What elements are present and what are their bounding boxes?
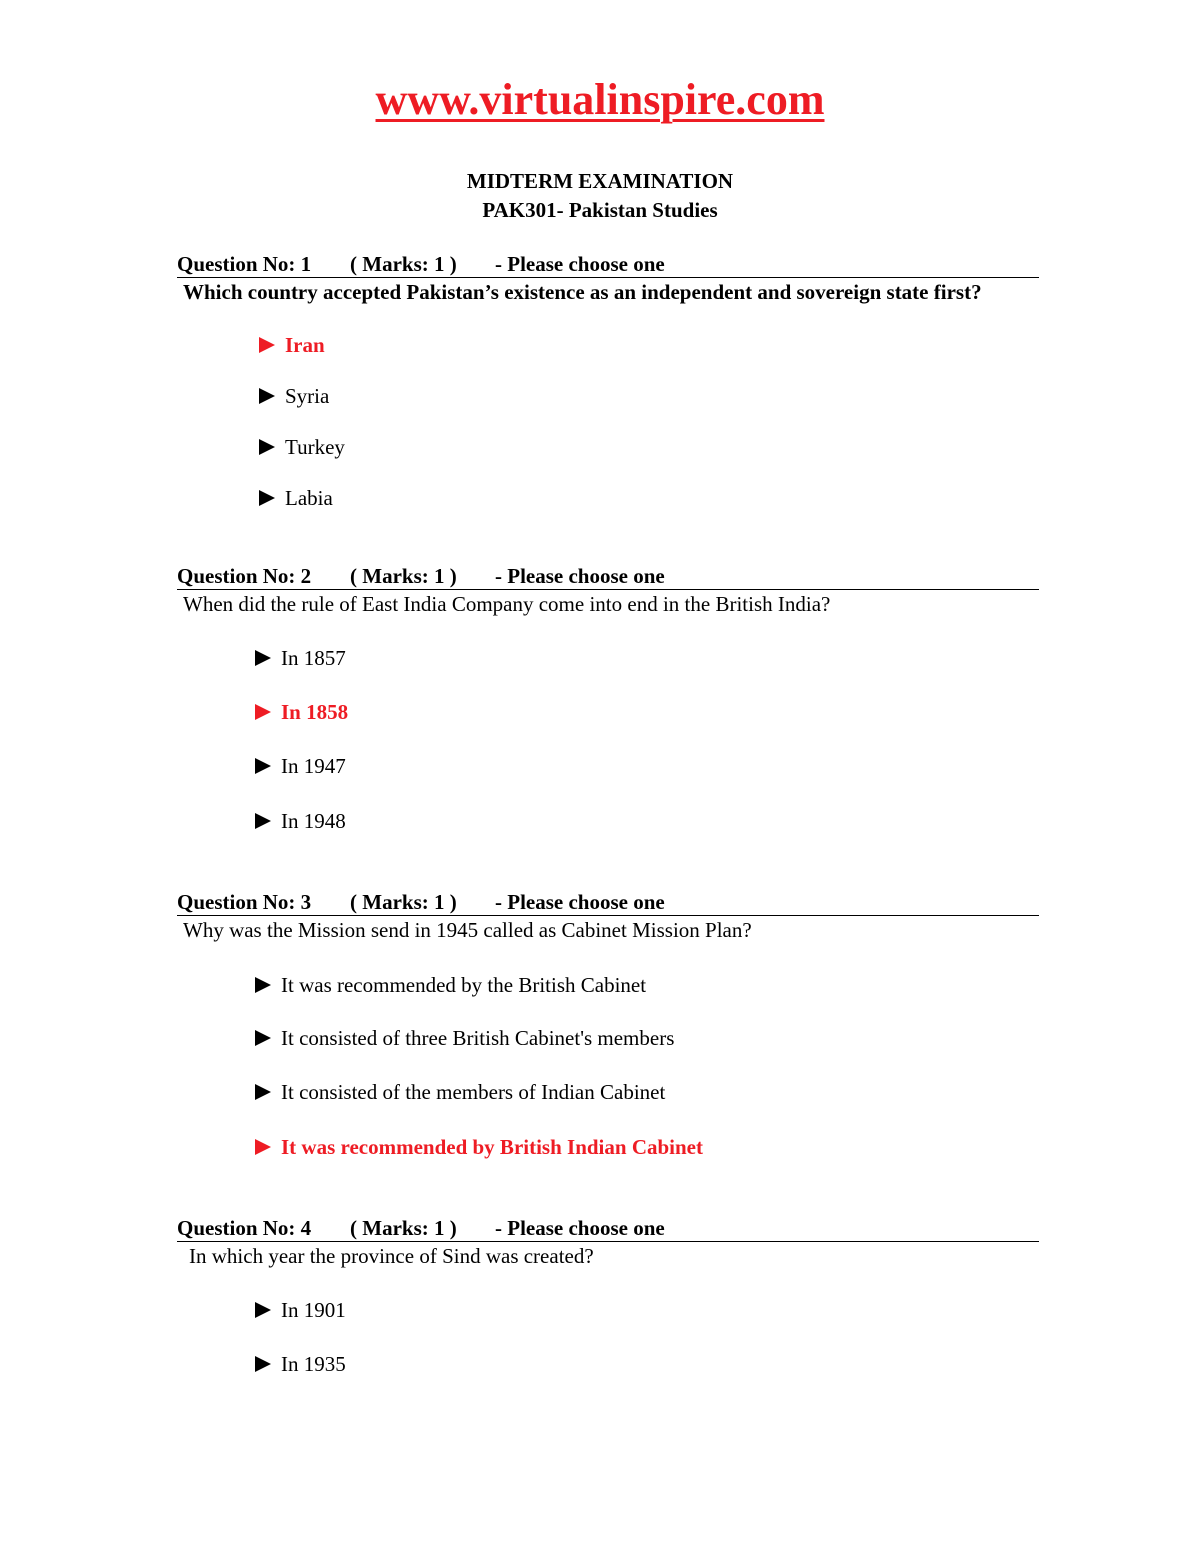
option-label: It was recommended by British Indian Cabinet (281, 1135, 703, 1159)
question-text: In which year the province of Sind was created? (189, 1244, 594, 1268)
option-1-3[interactable] (259, 434, 345, 460)
option-label: Iran (285, 333, 325, 357)
question-number: Question No: 2 (177, 564, 312, 588)
option-4-1[interactable] (255, 1297, 346, 1323)
question-number: Question No: 1 (177, 252, 312, 276)
question-3 (177, 889, 1039, 943)
option-3-4[interactable] (255, 1134, 703, 1160)
option-label: Turkey (285, 435, 345, 459)
triangle-marker-icon (255, 758, 271, 774)
question-text: Which country accepted Pakistan’s existence as an independent and sovereign state first? (183, 280, 982, 304)
exam-title: MIDTERM EXAMINATION (466, 169, 734, 193)
option-2-4[interactable] (255, 808, 346, 834)
triangle-marker-icon (255, 1030, 271, 1046)
question-number: Question No: 4 (177, 1216, 312, 1240)
option-3-2[interactable] (255, 1025, 674, 1051)
question-instruction: - Please choose one (495, 890, 665, 914)
option-1-2[interactable] (259, 383, 329, 409)
option-label: It consisted of three British Cabinet's members (281, 1026, 675, 1050)
option-1-4[interactable] (259, 485, 333, 511)
option-2-1[interactable] (255, 645, 346, 671)
exam-subtitle: PAK301- Pakistan Studies (482, 198, 718, 222)
question-marks: ( Marks: 1 ) (350, 564, 457, 588)
triangle-marker-icon (259, 388, 275, 404)
triangle-marker-icon (259, 337, 275, 353)
triangle-marker-icon (255, 977, 271, 993)
triangle-marker-icon (259, 490, 275, 506)
question-header (177, 1215, 1039, 1242)
triangle-marker-icon (255, 813, 271, 829)
option-2-3[interactable] (255, 753, 346, 779)
option-3-3[interactable] (255, 1079, 665, 1105)
site-link[interactable]: www.virtualinspire.com (375, 75, 825, 124)
option-1-1[interactable] (259, 332, 325, 358)
triangle-marker-icon (255, 704, 271, 720)
question-marks: ( Marks: 1 ) (350, 252, 457, 276)
question-text: When did the rule of East India Company come into end in the British India? (183, 592, 831, 616)
question-2 (177, 563, 1039, 617)
question-header (177, 889, 1039, 916)
triangle-marker-icon (255, 1302, 271, 1318)
option-label: In 1947 (281, 754, 346, 778)
question-header (177, 563, 1039, 590)
triangle-marker-icon (255, 1084, 271, 1100)
option-3-1[interactable] (255, 972, 646, 998)
option-label: It consisted of the members of Indian Cabinet (281, 1080, 666, 1104)
triangle-marker-icon (255, 1356, 271, 1372)
option-label: Labia (285, 486, 333, 510)
option-label: In 1901 (281, 1298, 346, 1322)
question-instruction: - Please choose one (495, 252, 665, 276)
triangle-marker-icon (255, 650, 271, 666)
question-marks: ( Marks: 1 ) (350, 1216, 457, 1240)
option-label: In 1857 (281, 646, 346, 670)
option-label: Syria (285, 384, 330, 408)
triangle-marker-icon (259, 439, 275, 455)
question-instruction: - Please choose one (495, 1216, 665, 1240)
question-header (177, 251, 1039, 278)
option-label: In 1948 (281, 809, 346, 833)
option-label: It was recommended by the British Cabinet (281, 973, 647, 997)
option-2-2[interactable] (255, 699, 348, 725)
option-4-2[interactable] (255, 1351, 346, 1377)
triangle-marker-icon (255, 1139, 271, 1155)
option-label: In 1935 (281, 1352, 346, 1376)
question-instruction: - Please choose one (495, 564, 665, 588)
option-label: In 1858 (281, 700, 349, 724)
question-1 (177, 251, 1039, 305)
question-text: Why was the Mission send in 1945 called as Cabinet Mission Plan? (183, 918, 752, 942)
question-marks: ( Marks: 1 ) (350, 890, 457, 914)
question-4 (177, 1215, 1039, 1269)
question-number: Question No: 3 (177, 890, 312, 914)
